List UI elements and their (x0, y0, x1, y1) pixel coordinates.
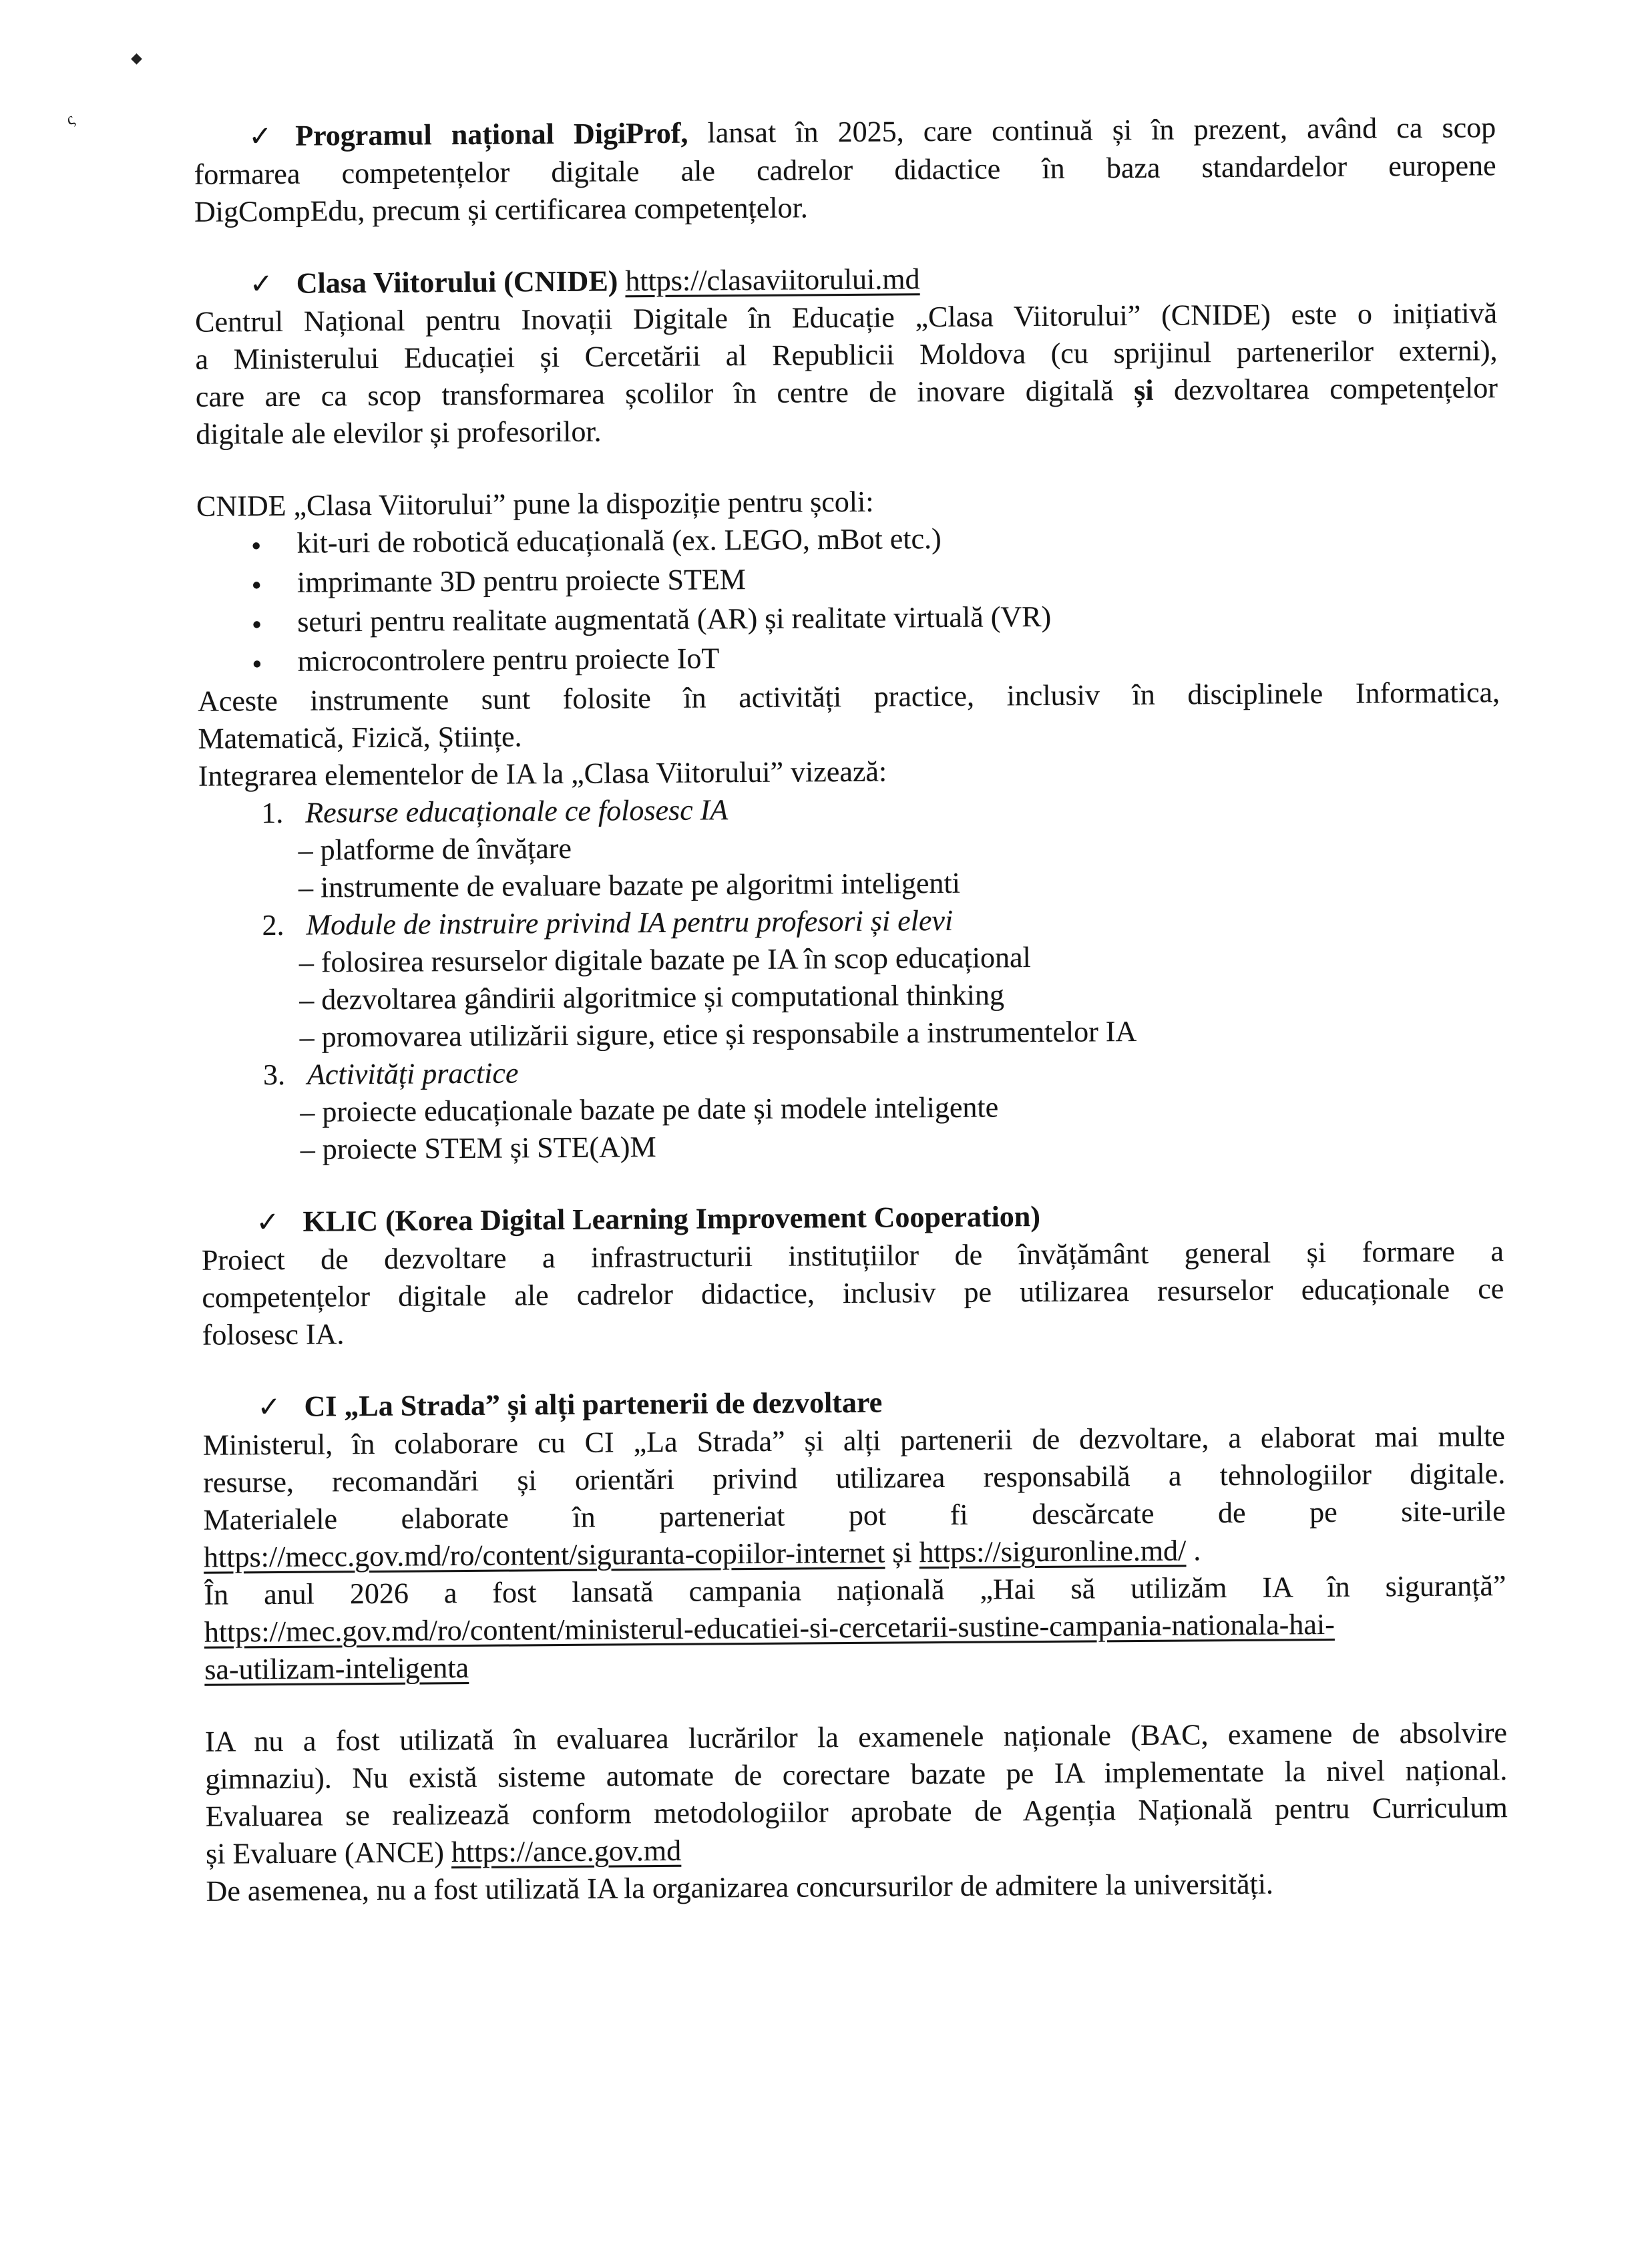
check-icon: ✓ (257, 1392, 281, 1424)
paragraph-digiprof (194, 109, 1496, 231)
text-segment: . (1186, 1534, 1201, 1567)
bullet-icon: ● (251, 576, 262, 594)
list-number: 2. (262, 908, 284, 942)
text-segment: Module de instruire privind IA pentru profesori și elevi (306, 903, 954, 942)
document-content (194, 109, 1508, 1910)
text-segment: gimnaziu). Nu există sisteme automate de corectare bazate pe IA implementate la nivel național. (205, 1754, 1508, 1796)
text-segment: lansat în 2025, care continuă și în prezent, având ca scop (688, 111, 1496, 150)
check-icon: ✓ (248, 121, 272, 153)
hyperlink[interactable]: https://mecc.gov.md/ro/content/siguranta-copiilor-internet (203, 1536, 885, 1574)
hyperlink[interactable]: https://siguronline.md/ (919, 1534, 1187, 1569)
text-segment: Ministerul, în colaborare cu CI „La Strada” și alți partenerii de dezvoltare, a elaborat mai multe (202, 1420, 1506, 1462)
scan-artifact-diamond: ◆ (131, 49, 142, 66)
paragraph-klic (201, 1195, 1504, 1354)
paragraph-clasa-viitorului (195, 256, 1498, 453)
bullet-icon: ● (252, 616, 262, 634)
text-segment: și (1133, 373, 1154, 407)
text-segment: Clasa Viitorului (CNIDE) (296, 264, 626, 300)
hyperlink[interactable]: https://ance.gov.md (451, 1834, 682, 1869)
text-segment: digitale ale elevilor și profesorilor. (196, 415, 602, 451)
text-segment: Resurse educaționale ce folosesc IA (305, 793, 729, 829)
text-segment: și Evaluare (ANCE) (206, 1836, 452, 1870)
text-segment: Materialele elaborate în parteneriat pot fi descărcate de pe site-urile (203, 1494, 1506, 1536)
list-number: 3. (262, 1058, 286, 1092)
hyperlink[interactable]: https://clasaviitorului.md (625, 262, 920, 298)
bullet-icon: ● (251, 537, 262, 555)
bullet-icon: ● (252, 655, 262, 673)
paragraph-cnide-lists (196, 479, 1503, 1169)
list-number: 1. (261, 796, 284, 830)
text-segment: Evaluarea se realizează conform metodologiilor aprobate de Agenția Națională pentru Curriculum (205, 1791, 1508, 1833)
text-segment: Matematică, Fizică, Științe. (198, 720, 522, 755)
text-segment: care are ca scop transformarea școlilor în centre de inovare digitală (195, 373, 1134, 413)
paragraph-la-strada (202, 1380, 1506, 1689)
text-segment: Aceste instrumente sunt folosite în activități practice, inclusiv în disciplinele Informatica, (197, 676, 1500, 718)
text-segment: Centrul Național pentru Inovații Digitale în Educație „Clasa Viitorului” (CNIDE) este o inițiativă (194, 296, 1498, 339)
text-segment: a Ministerului Educației și Cercetării al Republicii Moldova (cu sprijinul partenerilor externi), (195, 334, 1498, 376)
text-segment: KLIC (Korea Digital Learning Improvement Cooperation) (302, 1199, 1041, 1238)
scan-artifact-squiggle: ς (63, 109, 77, 130)
text-segment: microcontrolere pentru proiecte IoT (297, 642, 720, 678)
text-segment: CI „La Strada” și alți partenerii de dezvoltare (304, 1386, 883, 1423)
text-segment: – folosirea resurselor digitale bazate pe IA în scop educațional (298, 941, 1031, 979)
text-segment: formarea competențelor digitale ale cadrelor didactice în baza standardelor europene (194, 149, 1496, 191)
text-segment: seturi pentru realitate augmentată (AR) și realitate virtuală (VR) (297, 600, 1052, 638)
paragraph-evaluare (205, 1714, 1508, 1910)
text-segment: Activități practice (306, 1056, 519, 1091)
check-icon: ✓ (249, 268, 273, 300)
text-segment: și (885, 1536, 919, 1569)
hyperlink[interactable]: https://mec.gov.md/ro/content/ministerul-educatiei-si-cercetarii-sustine-campania-nationala-hai- (204, 1607, 1335, 1649)
text-segment: – instrumente de evaluare bazate pe algoritmi inteligenti (298, 866, 961, 904)
text-segment: CNIDE „Clasa Viitorului” pune la dispoziție pentru școli: (196, 485, 874, 523)
hyperlink[interactable]: sa-utilizam-inteligenta (204, 1651, 469, 1686)
text-segment: – dezvoltarea gândirii algoritmice și computational thinking (299, 978, 1005, 1016)
check-icon: ✓ (256, 1207, 280, 1239)
text-segment: competențelor digitale ale cadrelor didactice, inclusiv pe utilizarea resurselor educaționale ce (202, 1272, 1504, 1314)
text-segment: resurse, recomandări și orientări privind utilizarea responsabilă a tehnologiilor digitale. (203, 1457, 1506, 1499)
text-segment: Integrarea elementelor de IA la „Clasa Viitorului” vizează: (198, 755, 887, 793)
text-segment: Programul național DigiProf, (295, 116, 688, 152)
text-segment: – promovarea utilizării sigure, etice și responsabile a instrumentelor IA (299, 1014, 1137, 1054)
text-segment: – proiecte STEM și STE(A)M (300, 1131, 656, 1166)
text-segment: DigCompEdu, precum și certificarea competențelor. (194, 191, 808, 228)
text-segment: – proiecte educaționale bazate pe date și modele inteligente (300, 1090, 999, 1129)
text-segment: imprimante 3D pentru proiecte STEM (296, 563, 747, 599)
text-segment: În anul 2026 a fost lansată campania națională „Hai să utilizăm IA în siguranță” (204, 1569, 1506, 1611)
text-segment: dezvoltarea competențelor (1153, 371, 1498, 407)
text-segment: – platforme de învățare (298, 831, 572, 867)
text-segment: Proiect de dezvoltare a infrastructurii instituțiilor de învățământ general și formare a (201, 1235, 1504, 1277)
text-segment: IA nu a fost utilizată în evaluarea lucrărilor la examenele naționale (BAC, examene de absolvire (204, 1716, 1508, 1758)
text-segment: folosesc IA. (202, 1317, 345, 1352)
text-segment: De asemenea, nu a fost utilizată IA la organizarea concursurilor de admitere la universități. (206, 1867, 1274, 1908)
text-segment: kit-uri de robotică educațională (ex. LEGO, mBot etc.) (296, 522, 942, 560)
